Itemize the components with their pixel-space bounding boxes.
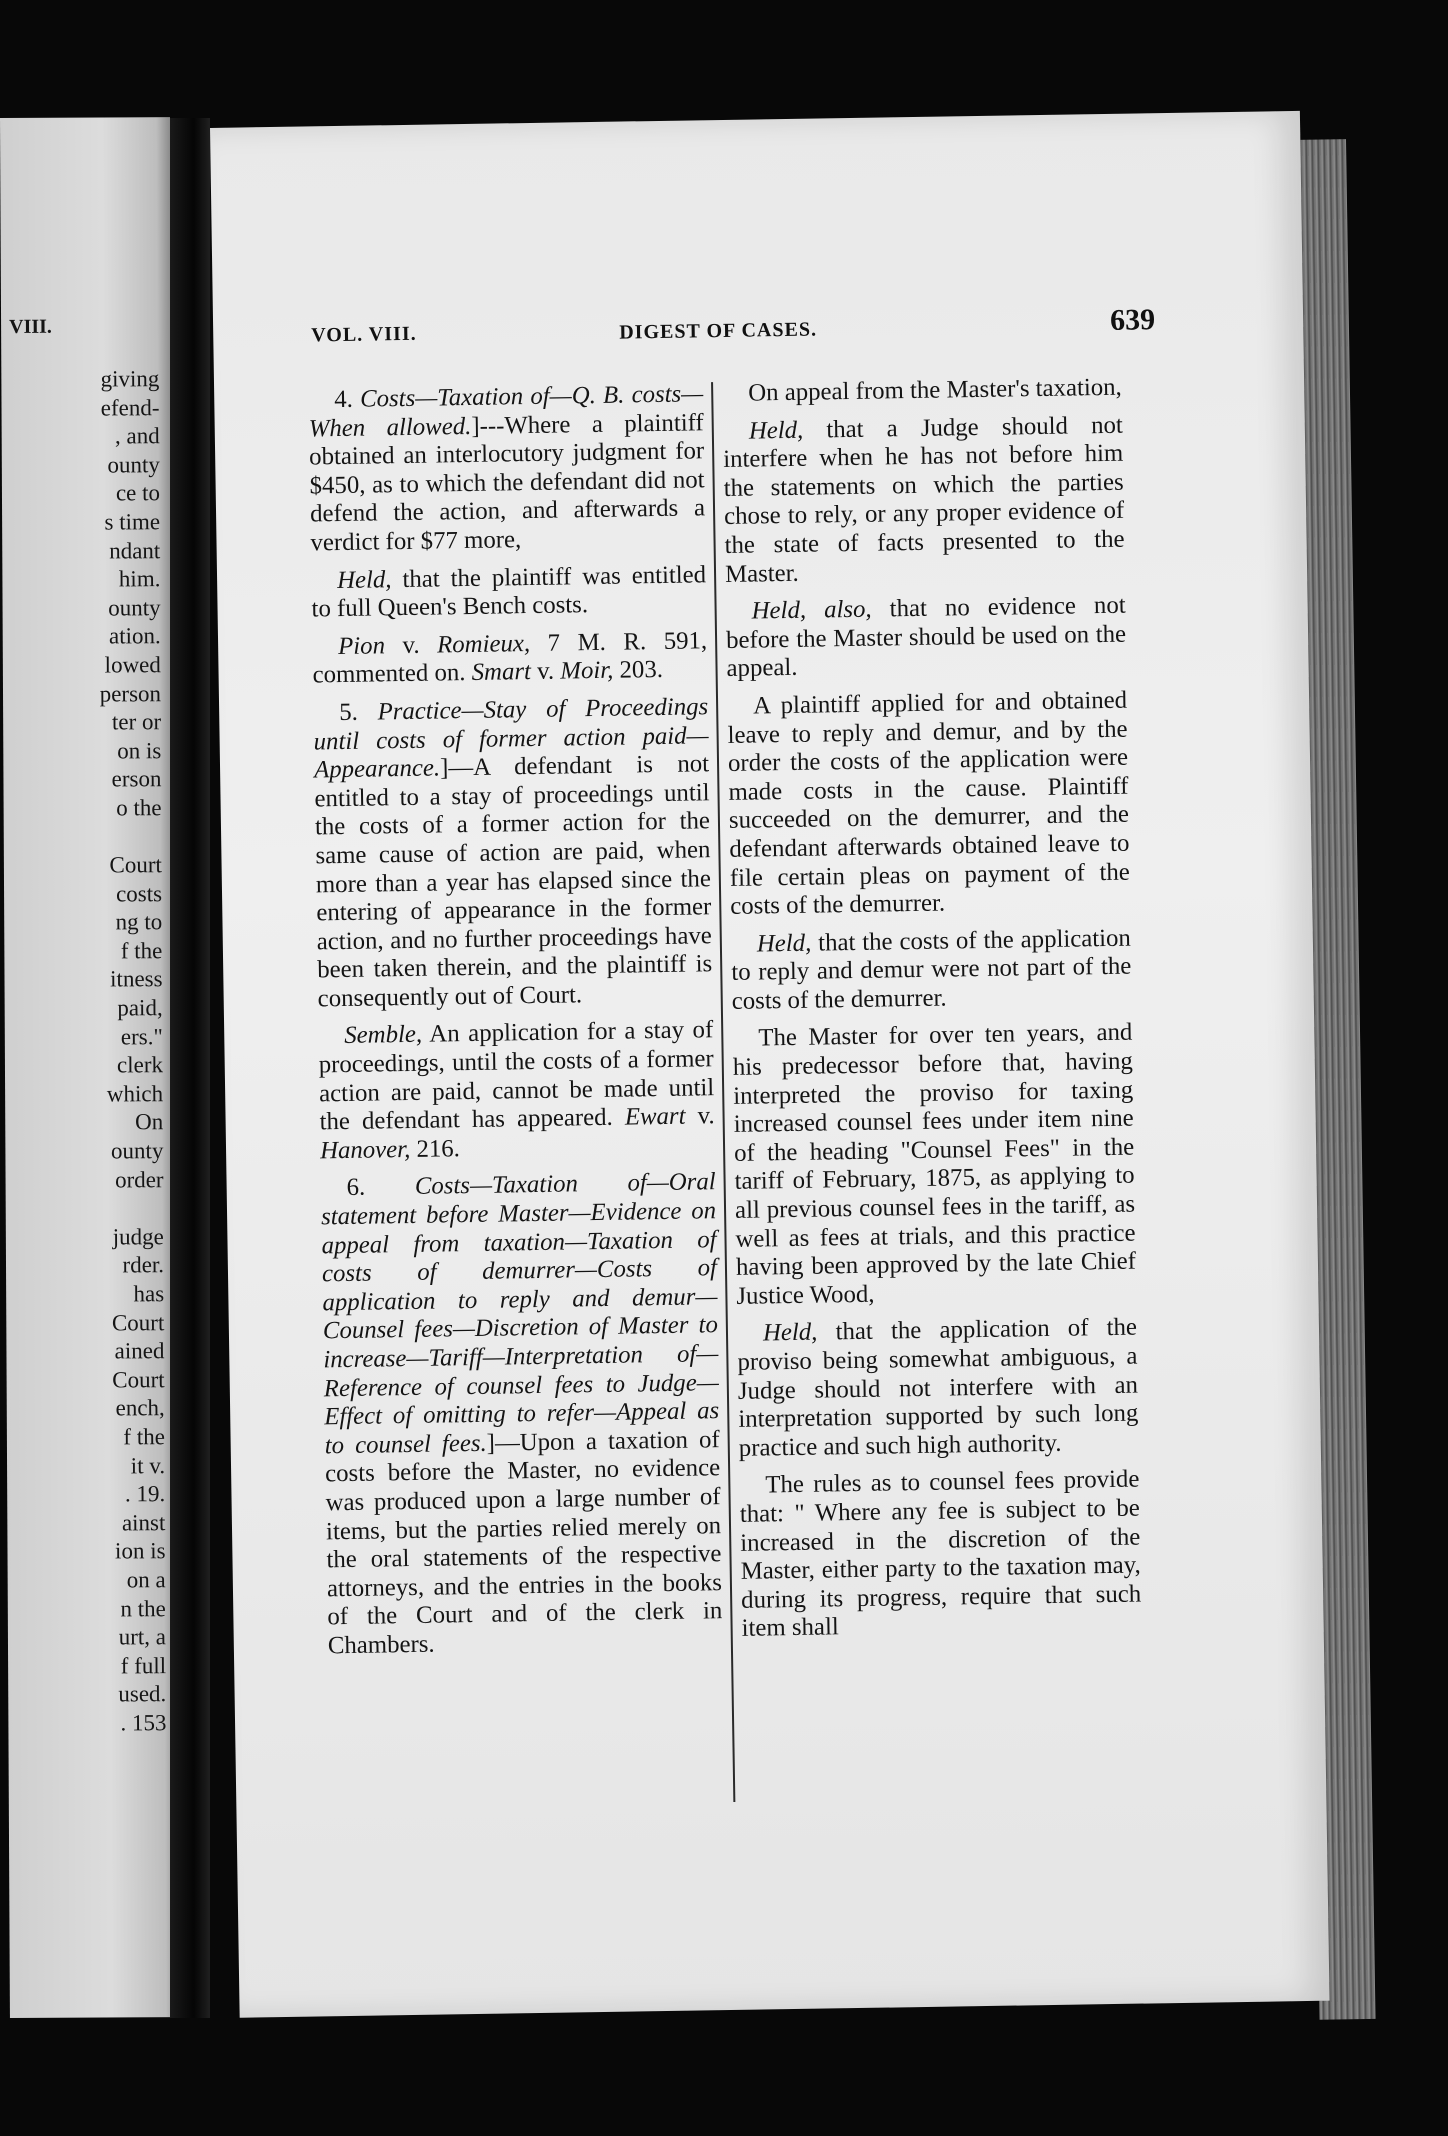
- facing-page-line: on is: [117, 737, 162, 764]
- facing-page-line: ounty: [110, 1138, 164, 1164]
- page-title: DIGEST OF CASES.: [619, 318, 818, 344]
- facing-page-line: ng to: [115, 909, 163, 935]
- facing-page-line: ench,: [115, 1395, 165, 1421]
- facing-page-line: f full: [120, 1652, 167, 1679]
- facing-page-line: used.: [118, 1681, 167, 1707]
- right-column: [722, 374, 1142, 1653]
- facing-page-line: him.: [118, 566, 161, 592]
- paragraph-4: 4. Costs—Taxation of—Q. B. costs—When allowed.]---Where a plaintiff obtained an interlocutory judgment for $450, as to which the defendant did not defend the action, and afterwards a verdict for $77 more,: [308, 380, 706, 557]
- volume-label: VOL. VIII.: [311, 322, 417, 347]
- facing-page-line: which: [106, 1081, 164, 1107]
- facing-page-line: ained: [114, 1338, 165, 1364]
- facing-page-line: order: [114, 1166, 164, 1193]
- facing-page-line: Court: [111, 1309, 165, 1336]
- facing-page-line: . 19.: [124, 1481, 166, 1507]
- facing-page-line: paid,: [117, 995, 163, 1021]
- facing-page-line: it v.: [130, 1452, 166, 1478]
- facing-page-line: [102, 1194, 163, 1223]
- held-paragraph: Held, that the plaintiff was entitled to full Queen's Bench costs.: [311, 560, 707, 623]
- headnote: Costs—Taxation of—Q. B. costs—When allowed.: [308, 380, 704, 443]
- facing-page-line: ainst: [121, 1509, 166, 1536]
- facing-page-line: ation.: [108, 623, 161, 649]
- facing-page-line: ce to: [115, 480, 161, 506]
- facing-page-line: judge: [112, 1223, 164, 1250]
- facing-page-line: clerk: [116, 1052, 164, 1078]
- facing-page-line: lowed: [104, 652, 161, 678]
- headnote: Practice—Stay of Proceedings until costs of former action paid—Appearance.: [313, 693, 709, 784]
- facing-page-header: VIII.: [9, 315, 52, 338]
- book-page: [210, 111, 1330, 2018]
- facts-paragraph: A plaintiff applied for and obtained leave to reply and demur, and by the order the costs of the application were made costs in the cause. Plaintiff succeeded on the demurrer, and the defendant afterwards obtained leave to file certain pleas on payment of the costs of the demurrer.: [727, 686, 1131, 921]
- facing-page-line: . 153: [120, 1710, 167, 1736]
- facing-page: [0, 117, 180, 2018]
- facing-page-line: o the: [116, 795, 162, 821]
- held-also-paragraph: Held, also, that no evidence not before the Master should be used on the appeal.: [725, 591, 1127, 683]
- facing-page-line: efend-: [100, 394, 160, 421]
- facing-page-line: has: [133, 1281, 165, 1307]
- held-paragraph: Held, that a Judge should not interfere when he has not before him the statements on which the parties chose to rely, or any proper evidence of the state of facts presented to the Master.: [723, 411, 1125, 588]
- facing-page-line: n the: [120, 1595, 166, 1621]
- master-paragraph: The Master for over ten years, and his predecessor before that, having interpreted the proviso for taxing increased counsel fees under item nine of the heading "Counsel Fees" in the tariff of February, 1875, as applying to all previous counsel fees in the tariff, as well as fees at trials, and this practice having been approved by the late Chief Justice Wood,: [732, 1019, 1137, 1310]
- facing-page-line: urt, a: [118, 1624, 167, 1650]
- facing-page-line: ounty: [108, 594, 161, 621]
- headnote: Costs—Taxation of—Oral statement before Master—Evidence on appeal from taxation—Taxation of costs of demurrer—Costs of application to reply and demur—Counsel fees—Discretion of Master to increase—Tariff—Interpretation of—Reference of counsel fees to Judge—Effect of omitting to refer—Appeal as to counsel fees.: [320, 1168, 720, 1460]
- facing-page-line: ter or: [111, 709, 162, 735]
- running-header: [311, 303, 1156, 356]
- book-gutter: [170, 118, 210, 2018]
- facing-page-line: on a: [126, 1567, 166, 1593]
- facing-page-line: s time: [104, 509, 161, 535]
- facing-page-line: rder.: [122, 1252, 165, 1278]
- rules-paragraph: The rules as to counsel fees provide that: " Where any fee is subject to be increased in the discretion of the Master, either party to the taxation may, during its progress, require that such item shall: [739, 1465, 1142, 1643]
- facing-page-line: itness: [110, 966, 163, 992]
- held-paragraph: Held, that the application of the proviso being somewhat ambiguous, a Judge should not interfere with an interpretation supported by such long practice and such high authority.: [737, 1313, 1139, 1462]
- facing-page-line: person: [99, 680, 162, 707]
- facing-page-line: ounty: [107, 451, 160, 478]
- paragraph-6: 6. Costs—Taxation of—Oral statement before Master—Evidence on appeal from taxation—Taxation of costs of demurrer—Costs of application to reply and demur—Counsel fees—Discretion of Master to increase—Tariff—Interpretation of—Reference of counsel fees to Judge—Effect of omitting to refer—Appeal as to counsel fees.]—Upon a taxation of costs before the Master, no evidence was produced upon a large number of items, but the parties relied merely on the oral statements of the respective attorneys, and the entries in the books of the Court and of the clerk in Chambers.: [320, 1168, 723, 1660]
- facing-page-line: [100, 823, 161, 852]
- facing-page-line: giving: [100, 366, 160, 392]
- facing-page-line: On: [135, 1109, 164, 1135]
- citation: Pion v. Romieux, 7 M. R. 591, commented on. Smart v. Moir, 203.: [312, 627, 708, 689]
- page-number: 639: [1109, 303, 1156, 337]
- facing-page-line: ndant: [109, 537, 161, 563]
- facing-page-line: Court: [109, 852, 162, 878]
- facing-page-line: Court: [112, 1366, 165, 1393]
- facing-page-line: ers.": [120, 1023, 163, 1050]
- facing-page-text: [98, 365, 167, 1738]
- facing-page-line: , and: [114, 423, 160, 449]
- facing-page-line: f the: [120, 938, 163, 964]
- held-paragraph: Held, that the costs of the application to reply and demur were not part of the costs of the demurrer.: [731, 924, 1132, 1015]
- semble-paragraph: Semble, An application for a stay of proceedings, until the costs of a former action are paid, cannot be made until the defendant has appeared. Ewart v. Hanover, 216.: [318, 1016, 715, 1165]
- paragraph-5: 5. Practice—Stay of Proceedings until costs of former action paid—Appearance.]—A defendant is not entitled to a stay of proceedings until the costs of a former action for the same cause of action are paid, when more than a year has elapsed since the entering of appearance in the former action, and no further proceedings have been taken therein, and the plaintiff is consequently out of Court.: [313, 693, 713, 1013]
- left-column: [308, 380, 723, 1670]
- facing-page-line: ion is: [114, 1538, 166, 1564]
- appeal-paragraph: On appeal from the Master's taxation,: [748, 373, 1122, 407]
- facing-page-line: erson: [111, 766, 162, 792]
- facing-page-line: costs: [115, 880, 163, 907]
- facing-page-line: f the: [123, 1424, 165, 1450]
